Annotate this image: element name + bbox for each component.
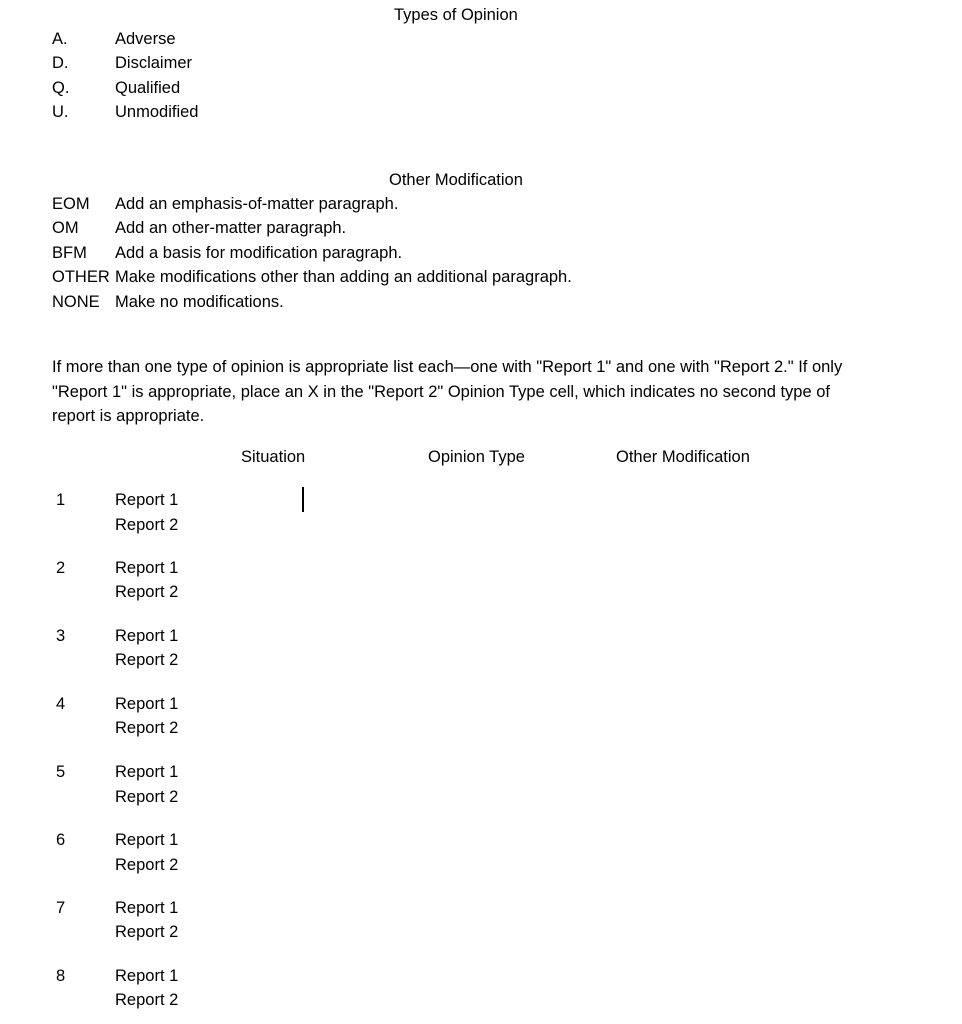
type-label: Unmodified [115,103,199,121]
report-2-label: Report 2 [115,719,179,737]
modification-description: Make no modifications. [115,293,284,311]
other-modification-title: Other Modification [389,171,523,189]
report-2-label: Report 2 [115,788,179,806]
row-number: 7 [56,899,66,917]
modification-code: OTHER [52,268,110,286]
row-number: 4 [56,695,66,713]
instructions-paragraph: If more than one type of opinion is appropriate list each—one with "Report 1" and one with "Report 2." If only "Report 1" is appropriate, place an X in the "Report 2" Opinion Type cell, which indicates no second type of report is appropriate. [52,358,843,425]
report-1-label: Report 1 [115,763,179,781]
type-label: Qualified [115,79,181,97]
types-of-opinion-title: Types of Opinion [394,6,518,24]
column-header-situation: Situation [241,448,306,466]
row-number: 3 [56,627,66,645]
modification-code: OM [52,219,79,237]
type-code: Q. [52,79,70,97]
report-1-label: Report 1 [115,899,179,917]
modification-description: Make modifications other than adding an additional paragraph. [115,268,572,286]
report-2-label: Report 2 [115,856,179,874]
report-1-label: Report 1 [115,491,179,509]
report-1-label: Report 1 [115,831,179,849]
type-code: U. [52,103,69,121]
row-number: 1 [56,491,66,509]
modification-code: NONE [52,293,100,311]
report-2-label: Report 2 [115,991,179,1009]
report-2-label: Report 2 [115,923,179,941]
row-number: 2 [56,559,66,577]
row-number: 8 [56,967,66,985]
report-2-label: Report 2 [115,651,179,669]
modification-description: Add an emphasis-of-matter paragraph. [115,195,399,213]
type-code: D. [52,54,69,72]
report-2-label: Report 2 [115,583,179,601]
report-1-label: Report 1 [115,559,179,577]
row-number: 5 [56,763,66,781]
modification-code: BFM [52,244,87,262]
report-1-label: Report 1 [115,695,179,713]
type-label: Disclaimer [115,54,193,72]
text-cursor [302,487,304,512]
column-header-opinion-type: Opinion Type [428,448,525,466]
modification-description: Add a basis for modification paragraph. [115,244,403,262]
report-2-label: Report 2 [115,516,179,534]
type-code: A. [52,30,68,48]
type-label: Adverse [115,30,176,48]
modification-code: EOM [52,195,90,213]
modification-description: Add an other-matter paragraph. [115,219,347,237]
report-1-label: Report 1 [115,627,179,645]
column-header-other-modification: Other Modification [616,448,750,466]
row-number: 6 [56,831,66,849]
report-1-label: Report 1 [115,967,179,985]
